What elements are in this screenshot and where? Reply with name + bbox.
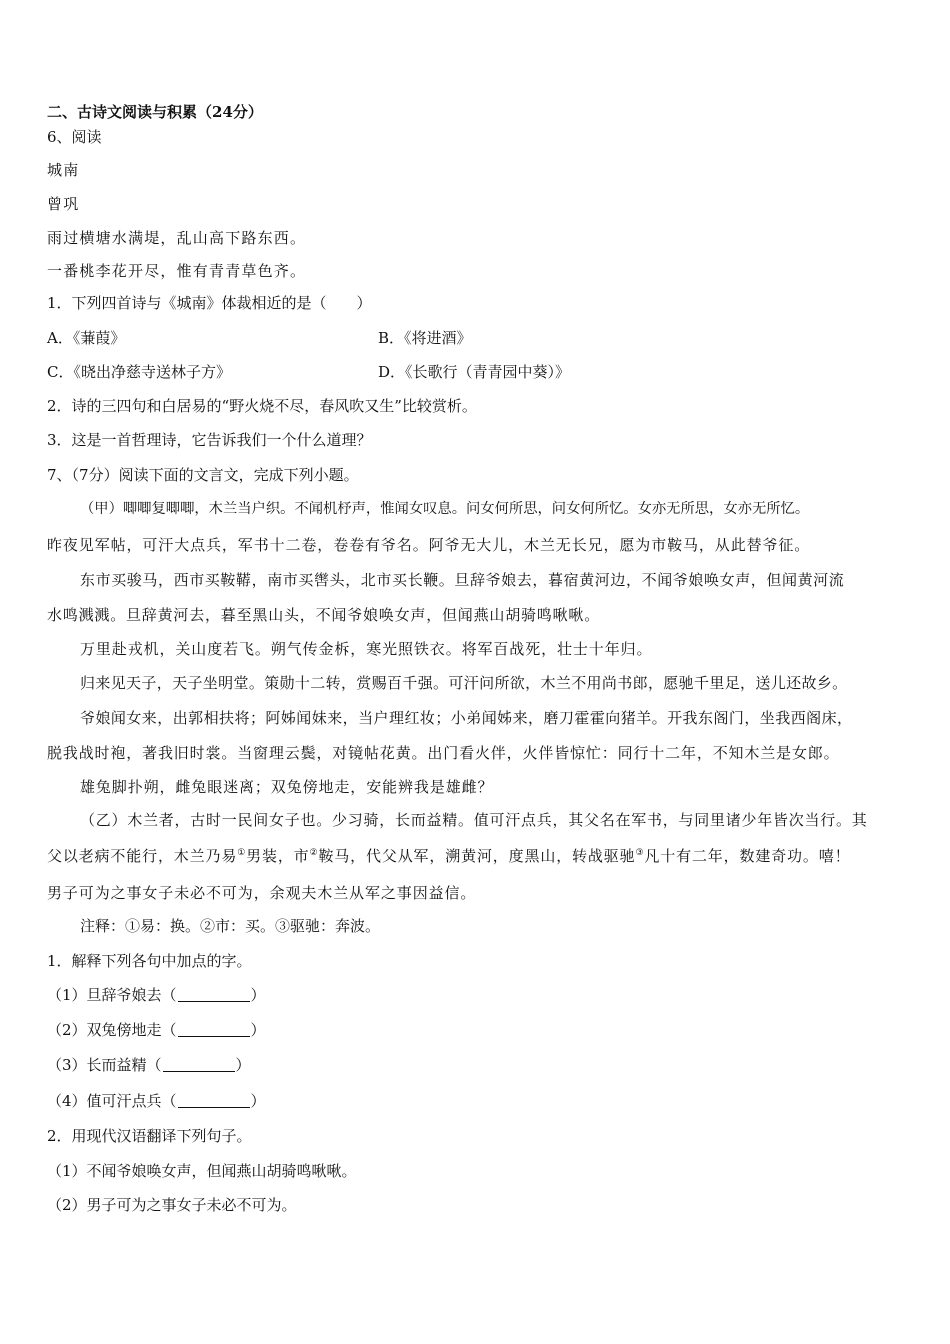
q7-sub1-item1: （1）旦辞爷娘去（ ）: [47, 986, 266, 1004]
poem-title: 城南: [47, 161, 80, 179]
option-a: A．《蒹葭》: [47, 329, 126, 347]
yi-line2: 父以老病不能行，木兰乃易①男装，市②鞍马，代父从军，溯黄河，度黑山，转战驱驰③凡十有二年，数建奇功。嘻！: [47, 847, 851, 865]
yi-line1: （乙）木兰者，古时一民间女子也。少习骑，长而益精。值可汗点兵，其父名在军书，与同里诸少年皆次当行。其: [80, 811, 868, 829]
jia-p6: 雄兔脚扑朔，雌兔眼迷离；双兔傍地走，安能辨我是雄雌？: [80, 778, 494, 796]
question-6-label: 6、阅读: [47, 128, 102, 146]
q7-sub2-item1: （1）不闻爷娘唤女声，但闻燕山胡骑鸣啾啾。: [47, 1162, 357, 1180]
jia-p5-line2: 脱我战时袍，著我旧时裳。当窗理云鬓，对镜帖花黄。出门看火伴，火伴皆惊忙：同行十二年，不知木兰是女郎。: [47, 744, 840, 762]
q6-sub2: 2．诗的三四句和白居易的“野火烧不尽，春风吹又生”比较赏析。: [47, 397, 477, 415]
jia-p2-line2: 水鸣溅溅。旦辞黄河去，暮至黑山头，不闻爷娘唤女声，但闻燕山胡骑鸣啾啾。: [47, 606, 601, 624]
jia-p1-line1: （甲）唧唧复唧唧，木兰当户织。不闻机杼声，惟闻女叹息。问女何所思，问女何所忆。女亦无所思，女亦无所忆。: [80, 501, 810, 517]
q7-sub1-item4: （4）值可汗点兵（ ）: [47, 1092, 266, 1110]
q7-sub2-item2: （2）男子可为之事女子未必不可为。: [47, 1196, 297, 1214]
jia-p1-line2: 昨夜见军帖，可汗大点兵，军书十二卷，卷卷有爷名。阿爷无大儿，木兰无长兄，愿为市鞍马，从此替爷征。: [47, 536, 811, 554]
answer-blank-1[interactable]: [178, 987, 250, 1002]
jia-p5-line1: 爷娘闻女来，出郭相扶将；阿姊闻妹来，当户理红妆；小弟闻姊来，磨刀霍霍向猪羊。开我东阁门，坐我西阁床，: [80, 709, 853, 727]
option-d: D．《长歌行（青青园中葵）》: [378, 363, 571, 381]
poem-author: 曾巩: [47, 195, 80, 213]
q7-sub1-item2: （2）双兔傍地走（ ）: [47, 1021, 266, 1039]
poem-line-1: 雨过横塘水满堤，乱山高下路东西。: [47, 229, 307, 247]
poem-line-2: 一番桃李花开尽，惟有青青草色齐。: [47, 262, 307, 280]
answer-blank-2[interactable]: [178, 1022, 250, 1037]
jia-p4: 归来见天子，天子坐明堂。策勋十二转，赏赐百千强。可汗问所欲，木兰不用尚书郎，愿驰千里足，送儿还故乡。: [80, 674, 848, 692]
option-c: C．《晓出净慈寺送林子方》: [47, 363, 231, 381]
jia-p3: 万里赴戎机，关山度若飞。朔气传金柝，寒光照铁衣。将军百战死，壮士十年归。: [80, 640, 653, 658]
jia-p2-line1: 东市买骏马，西市买鞍鞯，南市买辔头，北市买长鞭。旦辞爷娘去，暮宿黄河边，不闻爷娘唤女声，但闻黄河流: [80, 571, 845, 589]
section-title: 二、古诗文阅读与积累（24分）: [47, 103, 263, 121]
q6-sub1: 1．下列四首诗与《城南》体裁相近的是（ ）: [47, 294, 372, 312]
question-7-label: 7、（7分）阅读下面的文言文，完成下列小题。: [47, 466, 359, 484]
q7-sub1-item3: （3）长而益精（ ）: [47, 1056, 251, 1074]
option-b: B．《将进酒》: [378, 329, 472, 347]
q7-sub1: 1．解释下列各句中加点的字。: [47, 952, 252, 970]
answer-blank-4[interactable]: [178, 1093, 250, 1108]
yi-line3: 男子可为之事女子未必不可为，余观夫木兰从军之事因益信。: [47, 884, 477, 902]
answer-blank-3[interactable]: [163, 1057, 235, 1072]
q7-sub2: 2．用现代汉语翻译下列句子。: [47, 1127, 252, 1145]
q6-sub3: 3．这是一首哲理诗，它告诉我们一个什么道理？: [47, 431, 372, 449]
annotation-note: 注释：①易：换。②市：买。③驱驰：奔波。: [80, 917, 381, 935]
